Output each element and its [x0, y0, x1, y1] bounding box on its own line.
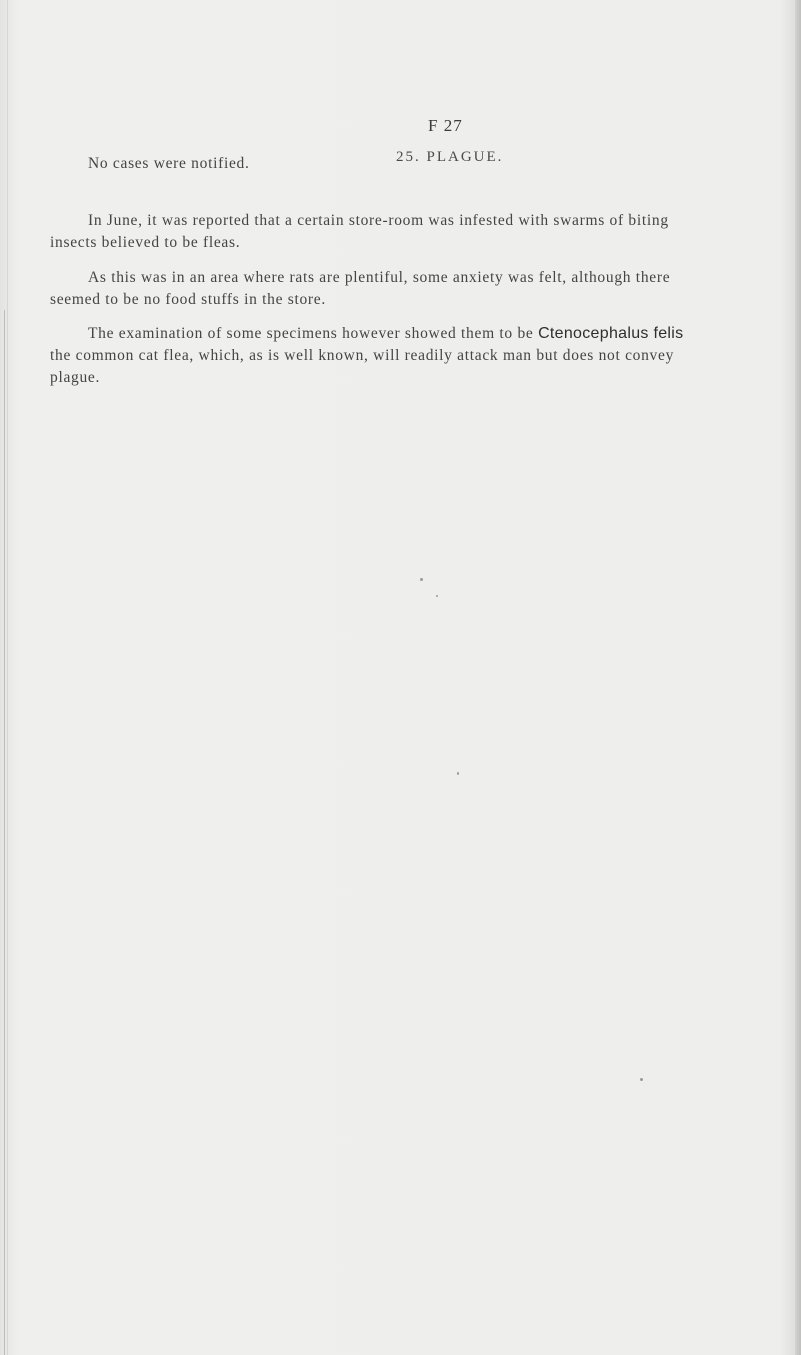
paper-speck: [420, 578, 423, 581]
paragraph-line: insects believed to be fleas.: [50, 234, 241, 251]
page-number: F 27: [428, 116, 463, 135]
paragraph-rats-anxiety: [0, 267, 670, 311]
paragraph-no-cases: [0, 153, 250, 175]
paragraph-text: The examination of some specimens however showed them to be: [88, 325, 539, 342]
paragraph-line: No cases were notified.: [88, 155, 250, 172]
paragraph-line: plague.: [50, 369, 101, 386]
paragraph-examination: [0, 323, 683, 389]
paragraph-line: [0, 323, 683, 345]
paragraph-line: As this was in an area where rats are plentiful, some anxiety was felt, although there: [88, 269, 671, 286]
paragraph-line: seemed to be no food stuffs in the store.: [50, 291, 326, 308]
paper-speck: [457, 772, 459, 775]
paper-speck: [640, 1078, 643, 1081]
paragraph-line: In June, it was reported that a certain store-room was infested with swarms of biting: [88, 212, 669, 229]
paragraph-line: the common cat flea, which, as is well known, will readily attack man but does not convey: [50, 347, 675, 364]
page-left-shadow: [7, 0, 8, 1355]
page-left-border: [4, 310, 5, 1355]
paper-speck: [436, 595, 438, 597]
page-right-border: [795, 0, 801, 1355]
section-heading: 25. PLAGUE.: [396, 149, 504, 165]
paragraph-june-report: [0, 210, 669, 254]
species-name: Ctenocephalus felis: [538, 325, 684, 342]
